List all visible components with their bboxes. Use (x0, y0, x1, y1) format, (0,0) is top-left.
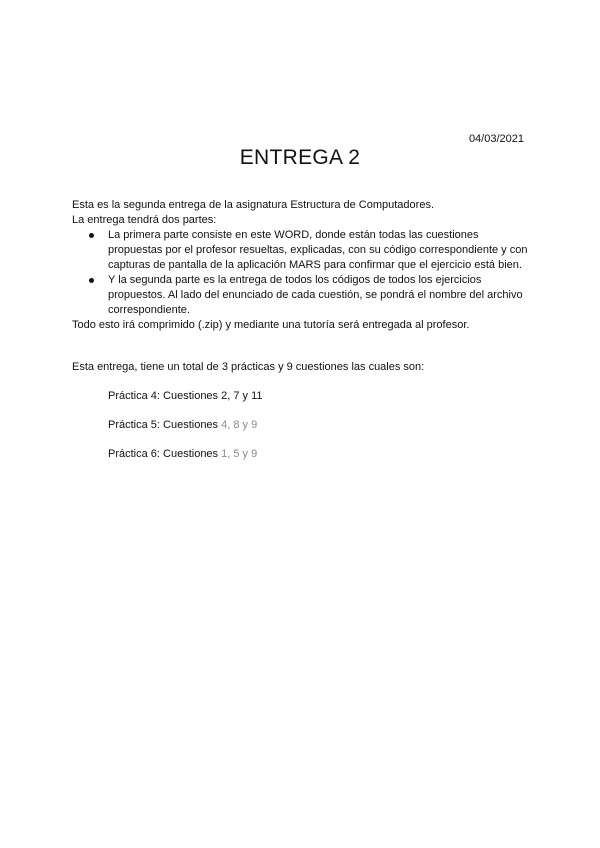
list-item-text: Y la segunda parte es la entrega de todos los códigos de todos los ejercicios propuestos. Al lado del enunciado de cada cuestión, se pondrá el nombre del archivo correspondiente. (108, 274, 523, 316)
list-item-text: La primera parte consiste en este WORD, donde están todas las cuestiones propuestas por el profesor resueltas, explicadas, con su código correspondiente y con capturas de pantalla de la aplicación MARS para confirmar que el ejercicio está bien. (108, 229, 528, 271)
practice-4-text: Práctica 4: Cuestiones 2, 7 y 11 (108, 390, 263, 402)
parts-list (72, 228, 532, 318)
summary-line: Esta entrega, tiene un total de 3 prácticas y 9 cuestiones las cuales son: (72, 361, 425, 373)
list-item (72, 228, 532, 273)
intro-section (72, 198, 532, 333)
document-date: 04/03/2021 (468, 133, 524, 145)
practice-6-questions: 1, 5 y 9 (221, 448, 258, 460)
list-item (72, 273, 532, 318)
document-title: ENTREGA 2 (239, 146, 361, 169)
bullet-icon (89, 278, 94, 283)
practice-4-line (108, 389, 263, 404)
intro-line-1: Esta es la segunda entrega de la asignatura Estructura de Computadores. (72, 199, 435, 211)
practice-5-line (108, 418, 257, 433)
practice-6-text: Práctica 6: Cuestiones (108, 448, 222, 460)
bullet-icon (89, 233, 94, 238)
practice-5-questions: 4, 8 y 9 (221, 419, 258, 431)
intro-line-2: La entrega tendrá dos partes: (72, 214, 217, 226)
practice-6-line (108, 447, 257, 462)
closing-line: Todo esto irá comprimido (.zip) y mediante una tutoría será entregada al profesor. (72, 319, 470, 331)
practice-5-text: Práctica 5: Cuestiones (108, 419, 222, 431)
